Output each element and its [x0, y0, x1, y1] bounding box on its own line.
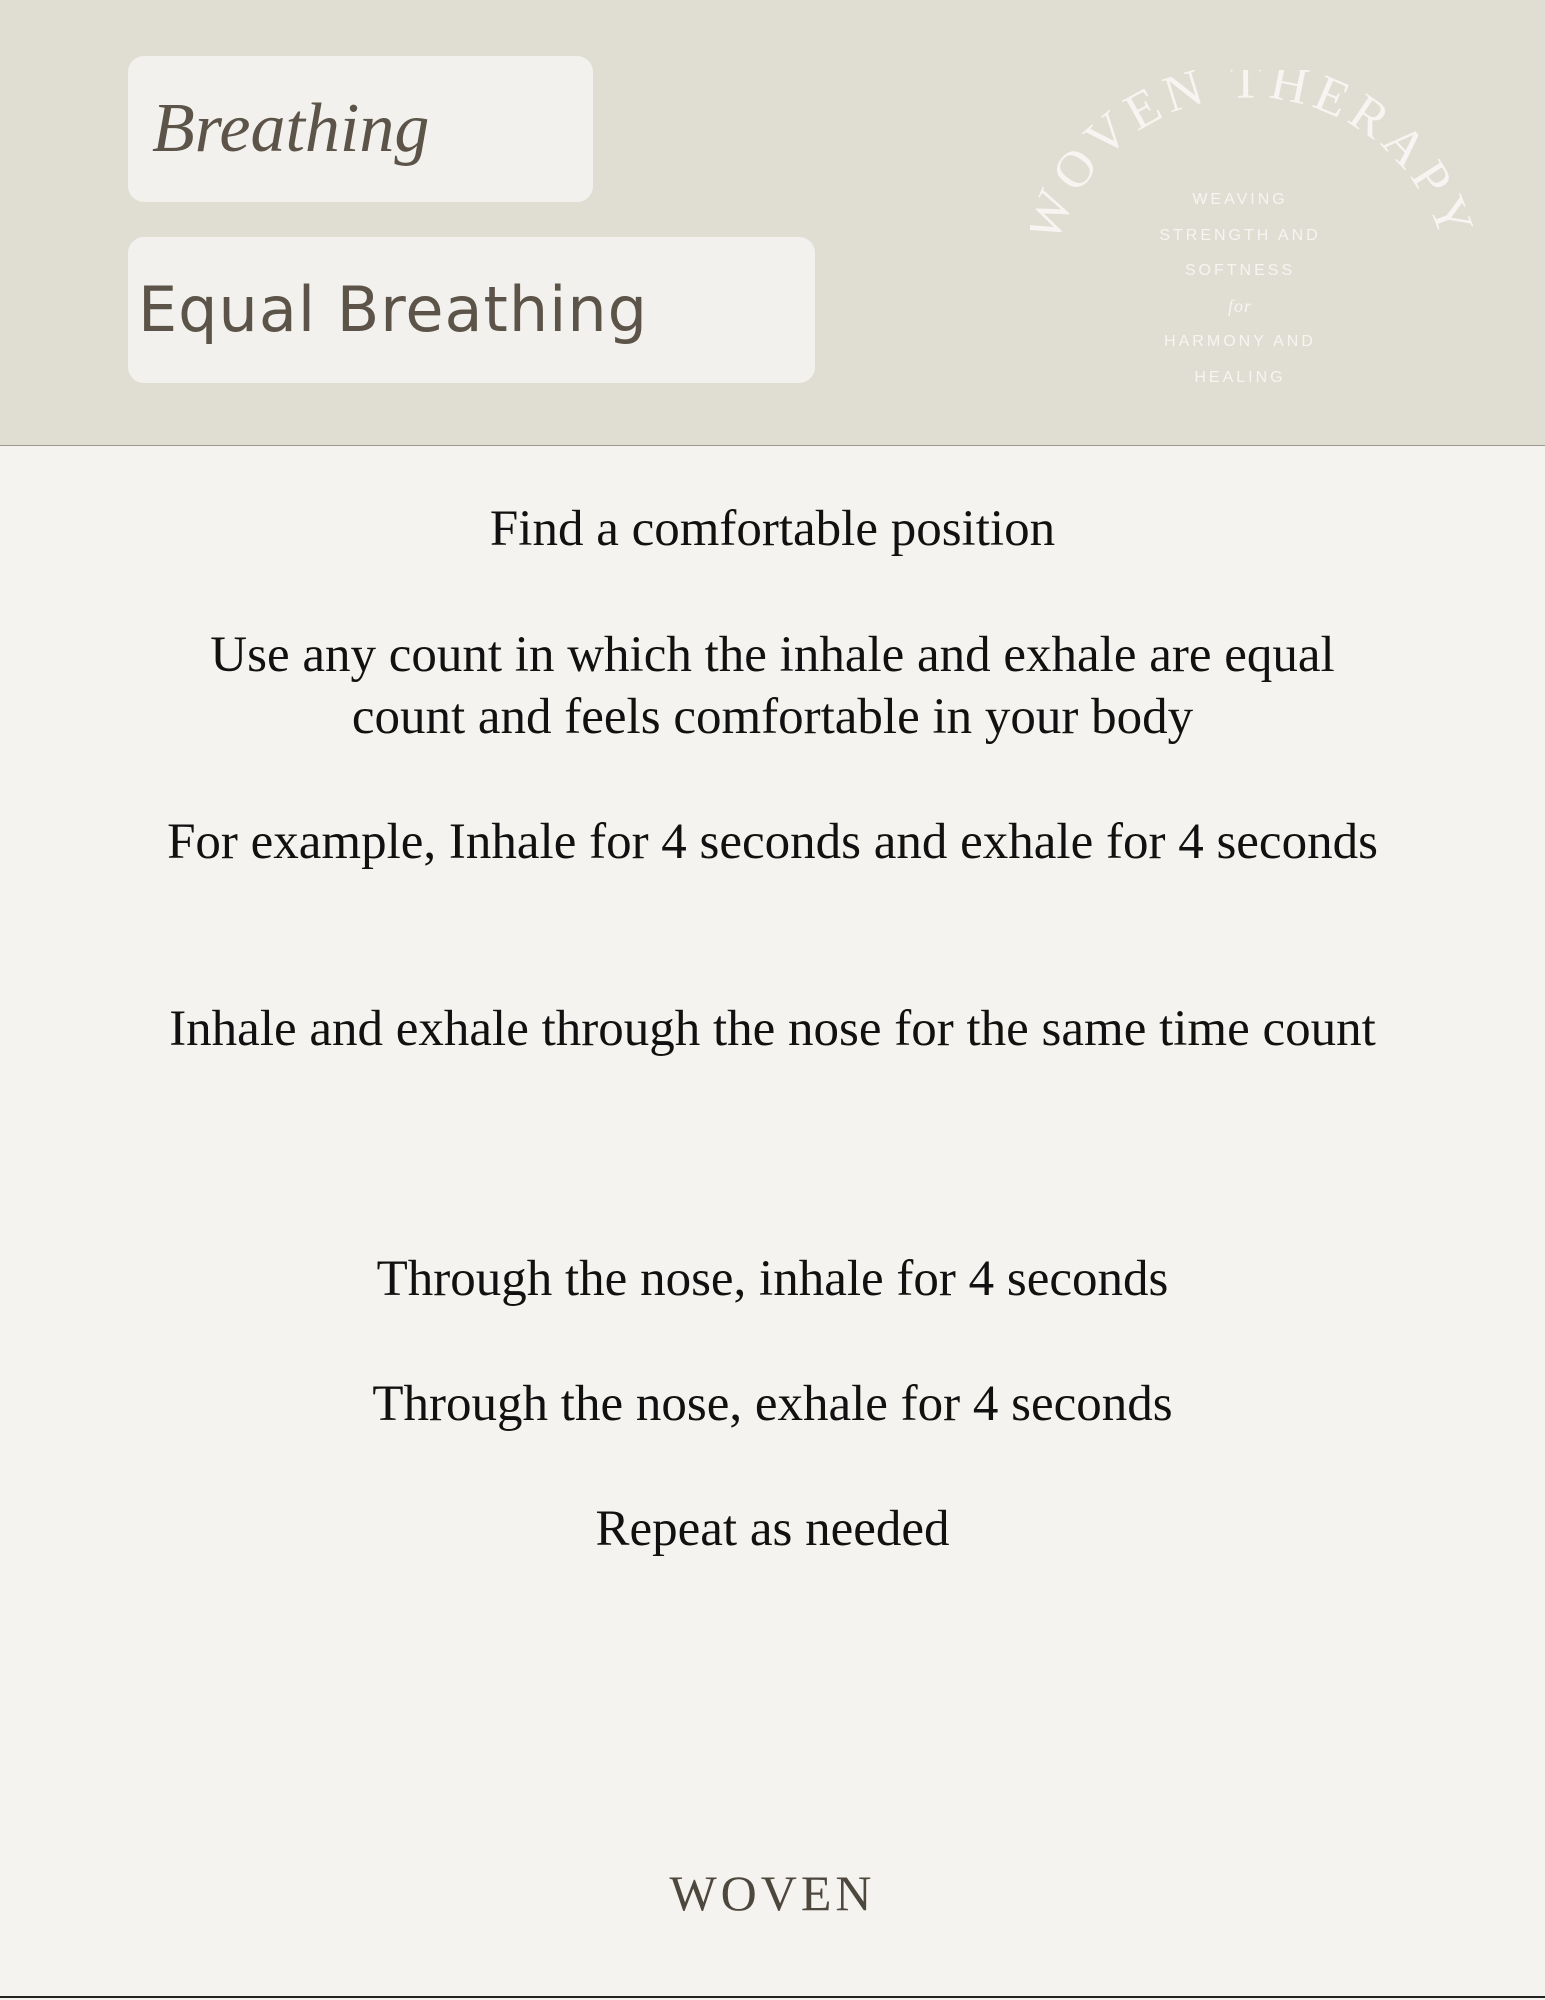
- bottom-rule: [0, 1996, 1545, 1998]
- exercise-title: Equal Breathing: [128, 237, 815, 383]
- tagline-line: STRENGTH AND: [1159, 226, 1321, 244]
- instruction-step: Through the nose, inhale for 4 seconds: [376, 1251, 1169, 1307]
- instruction-step: Repeat as needed: [595, 1501, 950, 1557]
- tagline-for: for: [1227, 295, 1252, 316]
- header-band: [0, 0, 1545, 446]
- instruction-step: Use any count in which the inhale and exhale are equal count and feels comfortable in your body: [210, 627, 1335, 745]
- logo-arc-text: OVEN THERAPY: [1041, 70, 1480, 250]
- instruction-step: Inhale and exhale through the nose for the same time count: [169, 1001, 1376, 1057]
- category-label: Breathing: [128, 56, 593, 202]
- instruction-step: Through the nose, exhale for 4 seconds: [372, 1376, 1173, 1432]
- tagline-line: SOFTNESS: [1184, 262, 1296, 280]
- woven-therapy-logo: [1030, 70, 1480, 400]
- tagline-line: HARMONY AND: [1164, 333, 1316, 351]
- tagline-line: HEALING: [1194, 368, 1286, 386]
- instruction-step: Find a comfortable position: [489, 501, 1056, 557]
- instruction-step: For example, Inhale for 4 seconds and exhale for 4 seconds: [167, 814, 1378, 870]
- tagline-line: WEAVING: [1192, 191, 1288, 208]
- logo-tagline: [1030, 182, 1450, 396]
- footer-brand: WOVEN: [669, 1865, 876, 1921]
